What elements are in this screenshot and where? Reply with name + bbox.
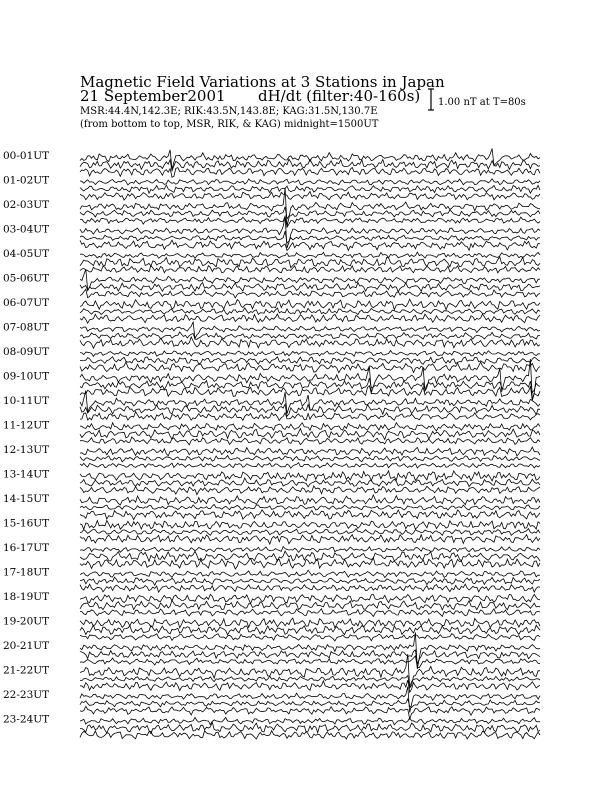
trace-kag	[80, 654, 540, 688]
row-label: 11-12UT	[3, 419, 50, 432]
trace-msr	[80, 314, 540, 323]
trace-rik	[80, 357, 540, 365]
trace-rik	[80, 529, 540, 536]
trace-msr	[80, 634, 540, 641]
trace-kag	[80, 618, 540, 628]
trace-kag	[80, 521, 540, 530]
row-label: 22-23UT	[3, 689, 50, 701]
trace-msr	[80, 535, 540, 545]
trace-rik	[80, 332, 540, 339]
trace-msr	[80, 412, 540, 421]
row-label: 12-13UT	[3, 444, 50, 456]
trace-msr	[80, 463, 540, 469]
trace-msr	[80, 731, 540, 739]
trace-msr	[80, 265, 540, 273]
trace-rik	[80, 456, 540, 462]
trace-msr	[80, 486, 540, 495]
trace-msr	[80, 289, 540, 298]
row-label: 16-17UT	[3, 542, 50, 554]
row-label: 20-21UT	[3, 640, 50, 652]
trace-msr	[80, 706, 540, 719]
trace-rik	[80, 551, 540, 562]
trace-kag	[80, 299, 540, 310]
scale-bar	[428, 89, 434, 110]
chart-title: Magnetic Field Variations at 3 Stations in Japan	[80, 73, 445, 91]
trace-msr	[80, 240, 540, 250]
row-label: 10-11UT	[3, 395, 50, 407]
trace-kag	[80, 423, 540, 431]
trace-kag	[80, 594, 540, 603]
row-labels	[3, 150, 49, 726]
trace-msr	[80, 168, 540, 178]
trace-msr	[80, 437, 540, 445]
trace-kag	[80, 471, 540, 481]
trace-kag	[80, 570, 540, 577]
trace-msr	[80, 216, 540, 227]
trace-rik	[80, 699, 540, 708]
trace-msr	[80, 656, 540, 668]
trace-rik	[80, 478, 540, 487]
row-label: 07-08UT	[3, 321, 50, 334]
trace-kag	[80, 179, 540, 185]
trace-msr	[80, 584, 540, 592]
trace-rik	[80, 504, 540, 510]
trace-kag	[80, 447, 540, 456]
trace-msr	[80, 609, 540, 617]
row-label: 06-07UT	[3, 297, 50, 309]
trace-rik	[80, 625, 540, 635]
row-label: 17-18UT	[3, 566, 50, 579]
chart-date: 21 September2001	[80, 87, 226, 105]
trace-rik	[80, 308, 540, 315]
trace-rik	[80, 404, 540, 416]
row-label: 09-10UT	[3, 370, 50, 383]
trace-rik	[80, 207, 540, 219]
trace-msr	[80, 362, 540, 373]
trace-rik	[80, 577, 540, 585]
row-label: 01-02UT	[3, 174, 50, 187]
row-label: 04-05UT	[3, 248, 50, 260]
trace-kag	[80, 547, 540, 553]
trace-msr	[80, 510, 540, 520]
trace-kag	[80, 717, 540, 724]
row-label: 19-20UT	[3, 615, 50, 628]
row-label: 03-04UT	[3, 223, 50, 236]
trace-msr	[80, 680, 540, 692]
trace-kag	[80, 495, 540, 505]
trace-msr	[80, 337, 540, 348]
row-label: 14-15UT	[3, 493, 50, 505]
station-coordinates: MSR:44.4N,142.3E; RIK:43.5N,143.8E; KAG:31.5N,130.7E	[80, 106, 378, 117]
row-label: 15-16UT	[3, 517, 50, 530]
chart-quantity: dH/dt (filter:40-160s)	[258, 87, 421, 105]
row-label: 13-14UT	[3, 468, 50, 481]
row-label: 08-09UT	[3, 346, 50, 358]
row-label: 18-19UT	[3, 591, 50, 603]
row-label: 05-06UT	[3, 272, 50, 285]
row-label: 21-22UT	[3, 664, 50, 677]
trace-rik	[80, 257, 540, 268]
row-label: 00-01UT	[3, 150, 50, 162]
trace-kag	[80, 252, 540, 258]
trace-rik	[80, 676, 540, 688]
row-label: 02-03UT	[3, 199, 50, 211]
scale-bar-label: 1.00 nT at T=80s	[438, 97, 526, 108]
trace-msr	[80, 558, 540, 569]
station-order-note: (from bottom to top, MSR, RIK, & KAG) midnight=1500UT	[80, 119, 379, 130]
traces	[80, 149, 540, 739]
trace-kag	[80, 351, 540, 357]
row-label: 23-24UT	[3, 713, 50, 726]
